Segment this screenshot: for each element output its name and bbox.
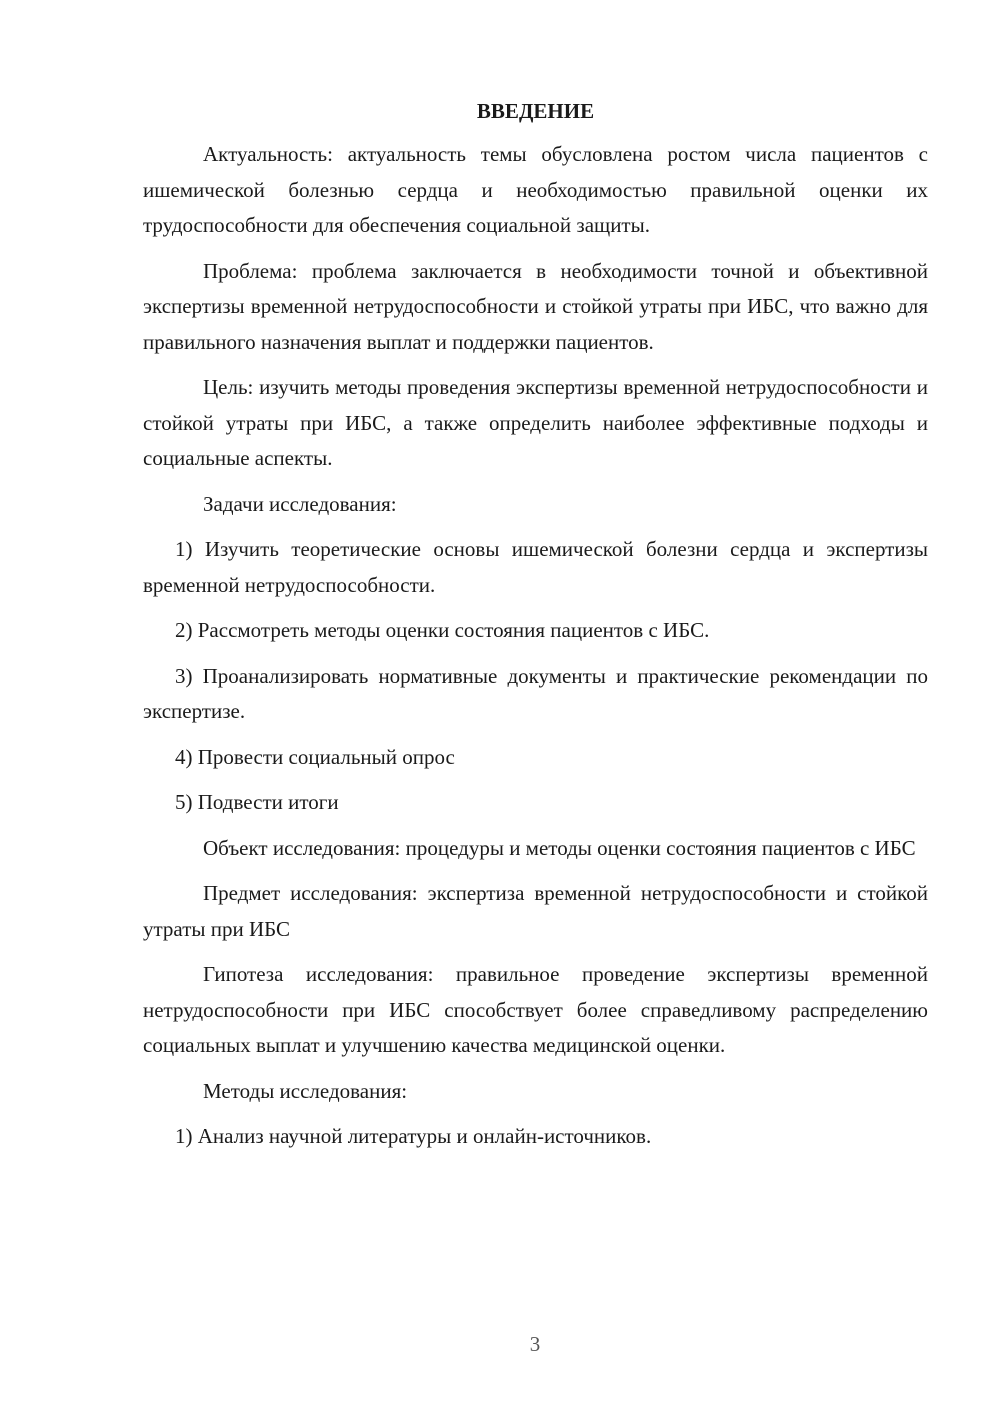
paragraph-object: Объект исследования: процедуры и методы оценки состояния пациентов с ИБС bbox=[203, 835, 916, 860]
page-number: 3 bbox=[529, 1332, 541, 1356]
list-item-task-2: 2) Рассмотреть методы оценки состояния пациентов с ИБС. bbox=[175, 618, 710, 642]
paragraph-goal: Цель: изучить методы проведения экспертизы временной нетрудоспособности и стойкой утраты при ИБС, а также определить наиболее эффективные подходы и социальные аспекты. bbox=[143, 375, 928, 470]
paragraph-problem: Проблема: проблема заключается в необходимости точной и объективной экспертизы временной нетрудоспособности и стойкой утраты при ИБС, что важно для правильного назначения выплат и поддержки пациентов. bbox=[143, 258, 928, 354]
list-item-task-5: 5) Подвести итоги bbox=[175, 790, 339, 814]
paragraph-hypothesis: Гипотеза исследования: правильное проведение экспертизы временной нетрудоспособности при ИБС способствует более справедливому распределению социальных выплат и улучшению качества медицинской оценки. bbox=[143, 962, 928, 1057]
paragraph-relevance: Актуальность: актуальность темы обусловлена ростом числа пациентов с ишемической болезнью сердца и необходимостью правильной оценки их трудоспособности для обеспечения социальной защиты. bbox=[143, 142, 928, 237]
paragraph-subject: Предмет исследования: экспертиза временной нетрудоспособности и стойкой утраты при ИБС bbox=[143, 881, 928, 941]
paragraph-methods-heading: Методы исследования: bbox=[203, 1078, 408, 1103]
list-item-method-1: 1) Анализ научной литературы и онлайн-источников. bbox=[175, 1124, 652, 1148]
document-page bbox=[143, 95, 928, 1165]
list-item-task-3: 3) Проанализировать нормативные документы и практические рекомендации по экспертизе. bbox=[143, 663, 928, 723]
list-item-task-1: 1) Изучить теоретические основы ишемической болезни сердца и экспертизы временной нетрудоспособности. bbox=[143, 537, 928, 597]
section-title: ВВЕДЕНИЕ bbox=[476, 99, 595, 123]
paragraph-tasks-heading: Задачи исследования: bbox=[203, 491, 397, 516]
list-item-task-4: 4) Провести социальный опрос bbox=[175, 744, 455, 769]
